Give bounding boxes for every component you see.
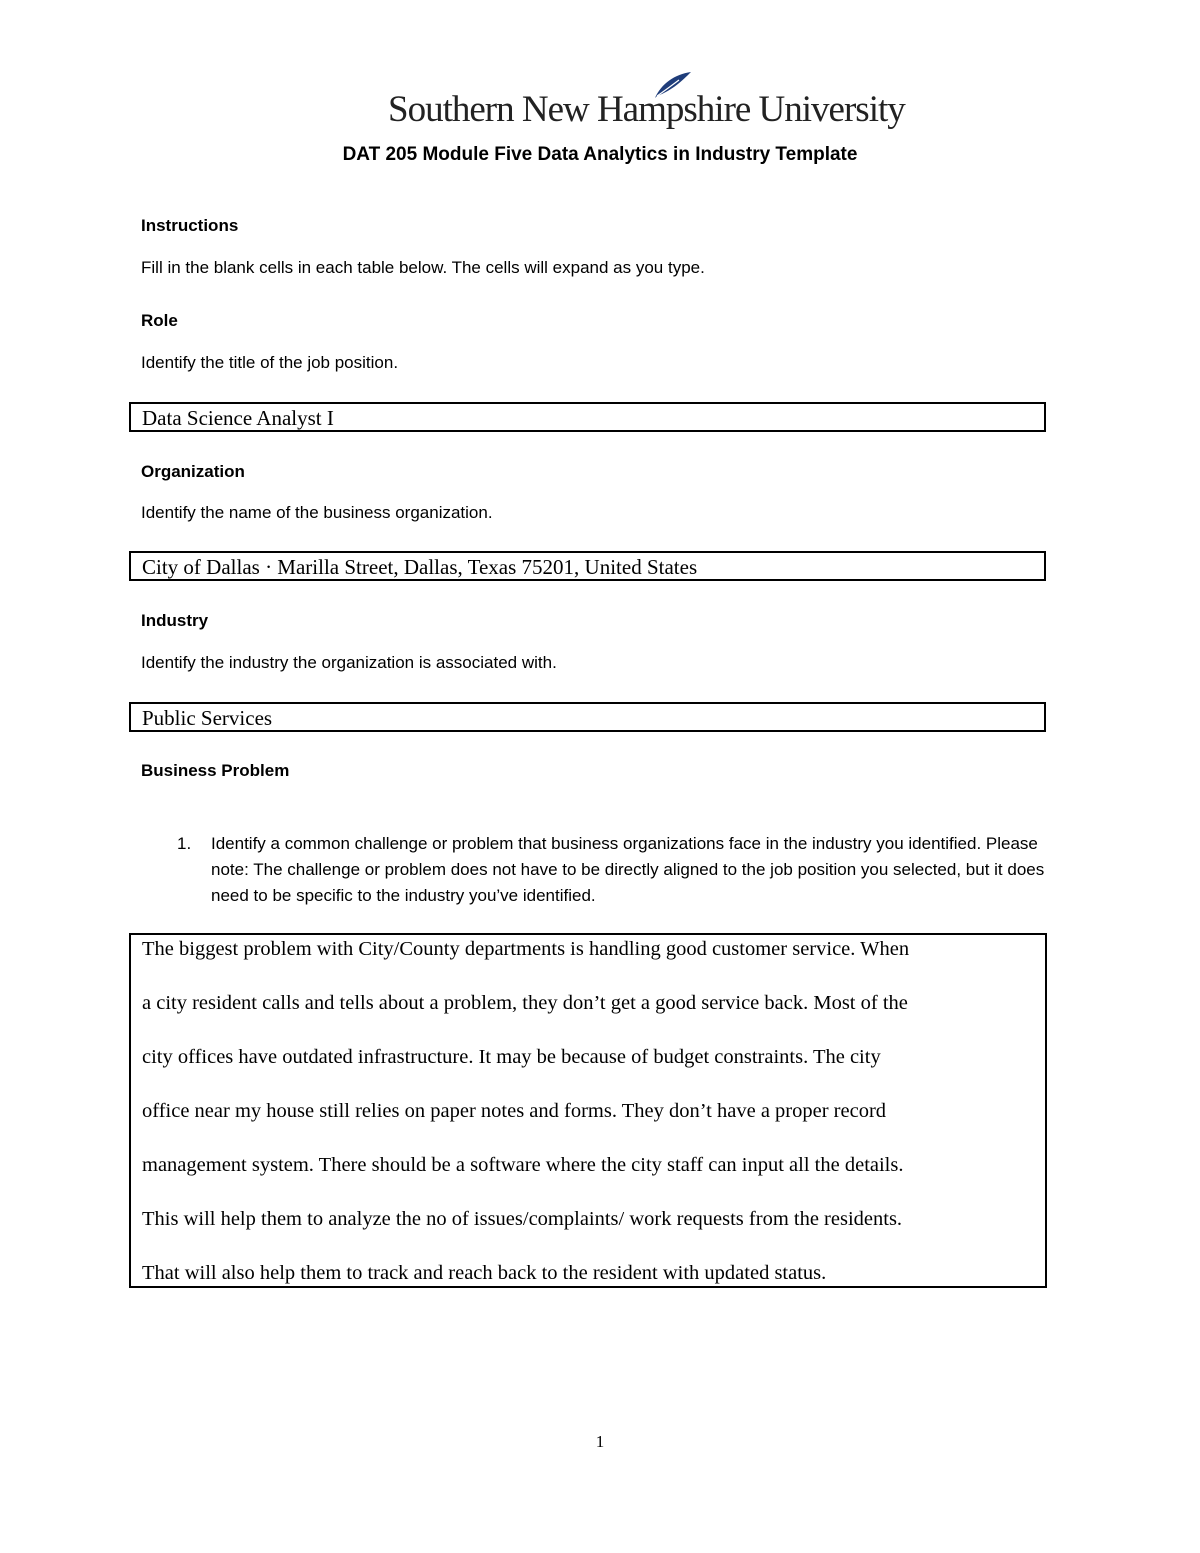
role-answer-cell[interactable]: Data Science Analyst I [129,402,1046,432]
logo-wordmark: Southern New Hampshire University [388,89,905,130]
industry-prompt: Identify the industry the organization is associated with. [141,653,557,672]
answer-line: office near my house still relies on paper notes and forms. They don’t have a proper record [142,1100,887,1122]
answer-line: This will help them to analyze the no of issues/complaints/ work requests from the residents. [142,1208,903,1230]
document-title: DAT 205 Module Five Data Analytics in Industry Template [342,144,858,165]
answer-line: management system. There should be a software where the city staff can input all the details. [142,1154,904,1176]
answer-line: That will also help them to track and reach back to the resident with updated status. [142,1262,827,1284]
answer-line: a city resident calls and tells about a problem, they don’t get a good service back. Most of the [142,992,908,1014]
university-logo [388,70,905,136]
answer-line: city offices have outdated infrastructure. It may be because of budget constraints. The city [142,1046,881,1068]
answer-line: The biggest problem with City/County departments is handling good customer service. When [142,938,910,960]
organization-prompt: Identify the name of the business organization. [141,503,493,522]
page-number: 1 [595,1432,605,1451]
list-item-text: Identify a common challenge or problem that business organizations face in the industry you identified. Please note: The challenge or problem does not have to be directly aligned to the job position you selected, but it does need to be specific to the industry you’ve identified. [211,834,1045,905]
instructions-text: Fill in the blank cells in each table below. The cells will expand as you type. [141,258,705,277]
business-problem-heading: Business Problem [141,761,290,780]
organization-answer-cell[interactable]: City of Dallas · Marilla Street, Dallas, Texas 75201, United States [129,551,1046,581]
industry-heading: Industry [141,611,209,630]
business-problem-answer-cell[interactable] [129,933,1047,1288]
role-heading: Role [141,311,178,330]
organization-heading: Organization [141,462,245,481]
industry-answer-cell[interactable]: Public Services [129,702,1046,732]
role-prompt: Identify the title of the job position. [141,353,399,372]
list-number: 1. [177,834,192,853]
instructions-heading: Instructions [141,216,239,235]
